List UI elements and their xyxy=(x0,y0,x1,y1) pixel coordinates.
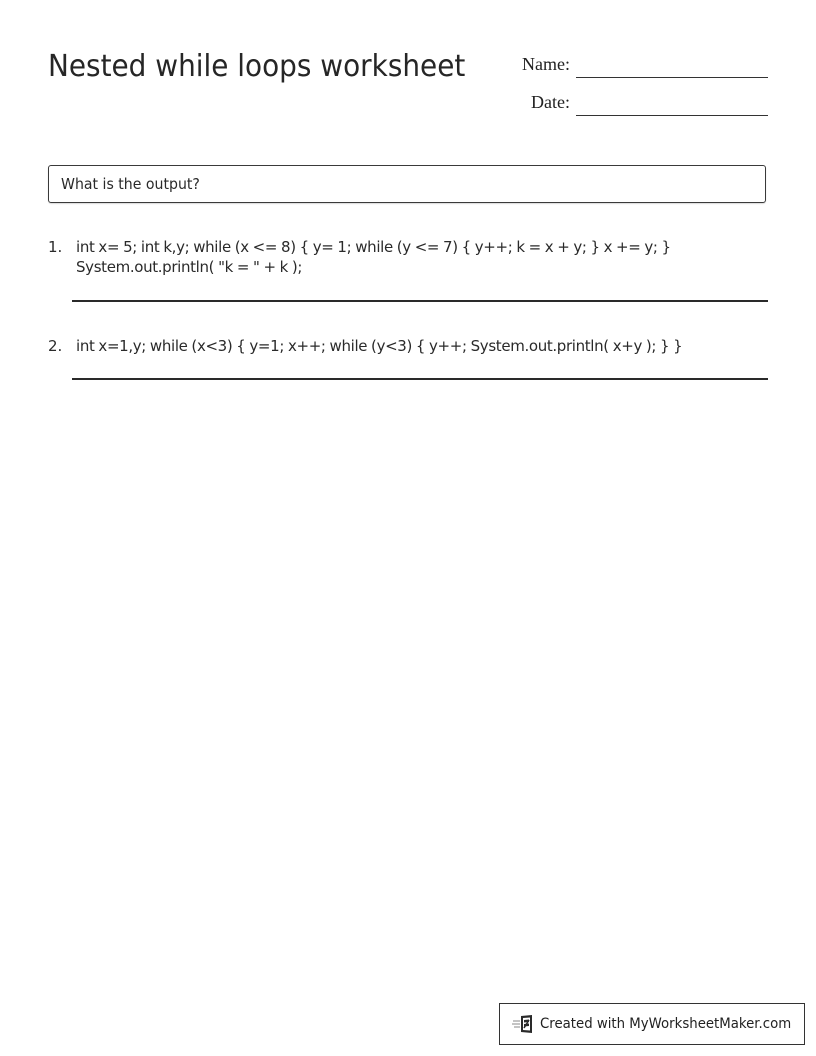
question-text: int x=1,y; while (x<3) { y=1; x++; while (y<3) { y++; System.out.println( x+y ); } } xyxy=(76,337,683,355)
footer-text[interactable]: Created with MyWorksheetMaker.com xyxy=(540,1016,792,1032)
name-label: Name: xyxy=(522,54,570,74)
date-input-line[interactable] xyxy=(576,115,768,116)
name-input-line[interactable] xyxy=(576,77,768,78)
answer-line-2[interactable] xyxy=(72,378,768,380)
instructions-box xyxy=(48,165,766,203)
question-number: 2. xyxy=(48,337,63,355)
question-number: 1. xyxy=(48,238,63,256)
question-text: int x= 5; int k,y; while (x <= 8) { y= 1; while (y <= 7) { y++; k = x + y; } x += y; } System.out.println( "k = " + k ); xyxy=(76,238,671,276)
footer-badge[interactable] xyxy=(499,1003,805,1045)
date-field[interactable] xyxy=(500,86,768,116)
name-field[interactable] xyxy=(500,48,768,78)
worksheet-maker-logo-icon xyxy=(512,1014,536,1034)
instructions-text: What is the output? xyxy=(61,175,200,193)
answer-line-1[interactable] xyxy=(72,300,768,302)
worksheet-title: Nested while loops worksheet xyxy=(48,49,466,84)
date-label: Date: xyxy=(531,92,570,112)
